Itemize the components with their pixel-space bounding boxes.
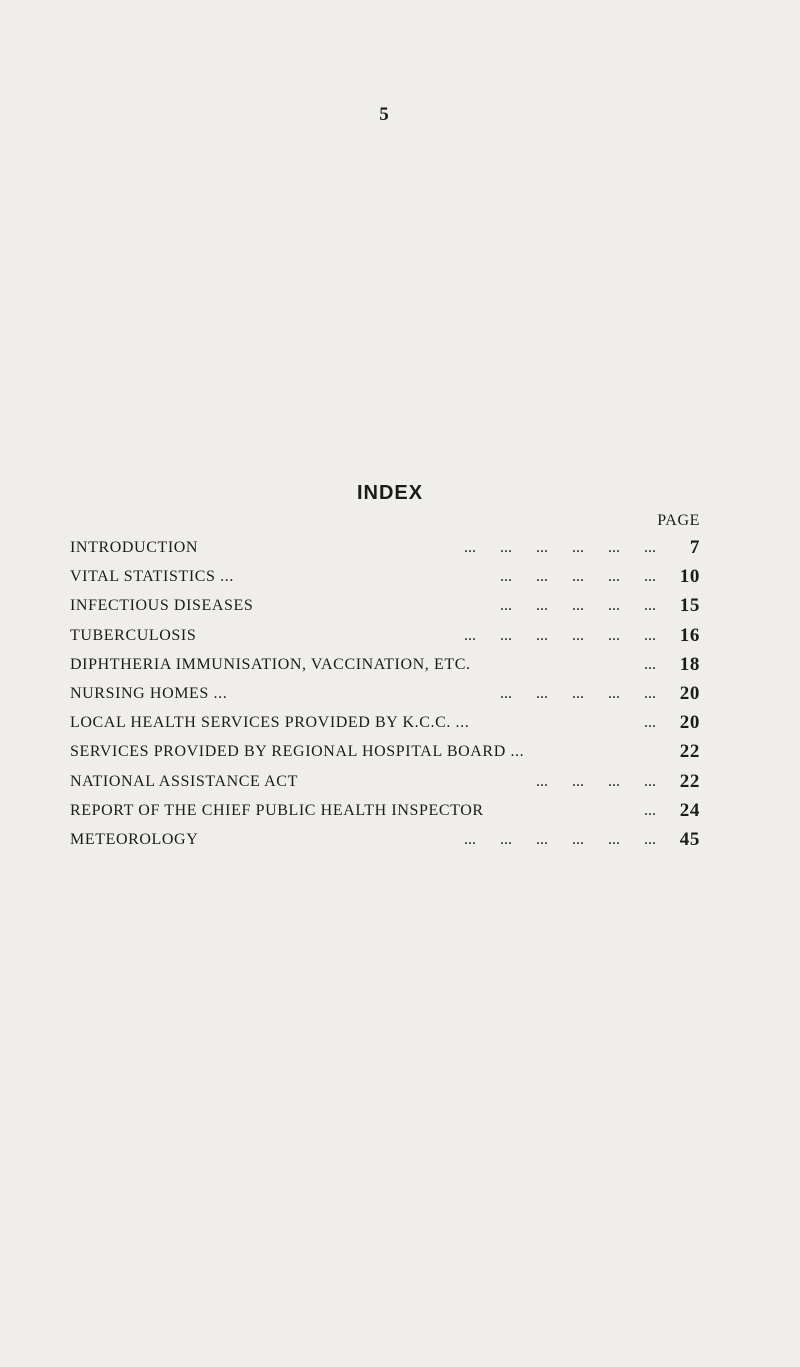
entry-page: 24 — [679, 799, 700, 821]
index-entry-tuberculosis[interactable] — [70, 624, 700, 656]
entry-title: VITAL STATISTICS ... — [70, 568, 234, 586]
entry-page: 15 — [679, 595, 700, 617]
index-title: INDEX — [356, 482, 424, 504]
entry-page: 22 — [679, 741, 700, 763]
index-entry-national-assistance-act[interactable] — [70, 770, 700, 802]
entry-title: METEOROLOGY — [70, 830, 199, 848]
entry-title: NURSING HOMES ... — [70, 684, 228, 702]
entry-page: 7 — [689, 537, 700, 558]
entry-leader-dots: ... — [644, 655, 656, 673]
index-entry-vital-statistics[interactable] — [70, 568, 700, 597]
entry-title: INTRODUCTION — [70, 539, 199, 556]
page-column-header: PAGE — [657, 512, 700, 529]
entry-leader-dots: ... ... ... ... ... ... — [464, 830, 656, 848]
entry-page: 20 — [679, 712, 700, 734]
index-entry-regional-hospital-board[interactable] — [70, 743, 700, 772]
entry-title: REPORT OF THE CHIEF PUBLIC HEALTH INSPECTOR — [70, 801, 484, 819]
entry-leader-dots: ... ... ... ... — [536, 772, 656, 790]
index-entry-meteorology[interactable] — [70, 828, 700, 860]
entry-leader-dots: ... ... ... ... ... — [500, 684, 656, 702]
entry-title: NATIONAL ASSISTANCE ACT — [70, 772, 298, 790]
entry-title: INFECTIOUS DISEASES — [70, 597, 254, 615]
entry-title: SERVICES PROVIDED BY REGIONAL HOSPITAL BOARD ... — [70, 743, 525, 761]
entry-page: 18 — [679, 653, 700, 675]
entry-title: LOCAL HEALTH SERVICES PROVIDED BY K.C.C. ... — [70, 714, 470, 732]
entry-page: 20 — [679, 682, 700, 704]
entry-leader-dots: ... ... ... ... ... — [500, 568, 656, 586]
index-entry-introduction[interactable] — [70, 539, 700, 568]
entry-page: 22 — [679, 770, 700, 792]
index-entry-nursing-homes[interactable] — [70, 682, 700, 714]
index-list — [70, 539, 700, 860]
index-entry-infectious-diseases[interactable] — [70, 597, 700, 626]
page-number: 5 — [379, 104, 389, 125]
entry-page: 45 — [679, 828, 700, 850]
entry-leader-dots: ... — [644, 714, 656, 732]
entry-page: 10 — [679, 566, 700, 588]
entry-page: 16 — [679, 624, 700, 646]
entry-title: DIPHTHERIA IMMUNISATION, VACCINATION, ETC. — [70, 655, 471, 673]
entry-leader-dots: ... — [644, 801, 656, 819]
index-entry-public-health-inspector[interactable] — [70, 799, 700, 831]
entry-leader-dots: ... ... ... ... ... — [500, 597, 656, 615]
index-entry-local-health-services[interactable] — [70, 714, 700, 743]
entry-title: TUBERCULOSIS — [70, 626, 197, 644]
index-entry-diphtheria-immunisation[interactable] — [70, 653, 700, 685]
entry-leader-dots: ... ... ... ... ... ... — [464, 539, 656, 556]
entry-leader-dots: ... ... ... ... ... ... — [464, 626, 656, 644]
